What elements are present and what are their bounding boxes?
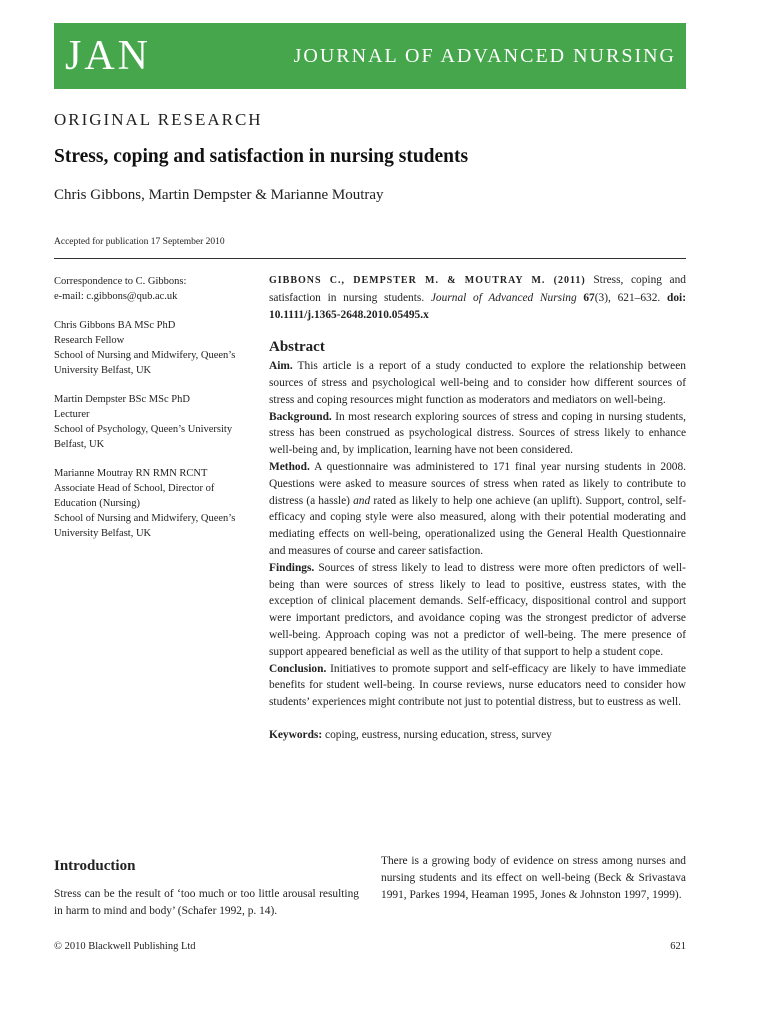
article-title: Stress, coping and satisfaction in nursing students xyxy=(54,146,469,167)
keywords xyxy=(269,727,686,744)
introduction-text-left: Stress can be the result of ‘too much or too little arousal resulting in harm to mind and body’ (Schafer 1992, p. 14). xyxy=(54,888,359,917)
introduction-text-right: There is a growing body of evidence on stress among nurses and nursing students and its effect on well-being (Beck & Srivastava 1991, Parkes 1994, Heaman 1995, Jones & Johnston 1997, 1999). xyxy=(381,855,686,901)
affiliation-line: Education (Nursing) xyxy=(54,498,141,509)
journal-name: JOURNAL OF ADVANCED NURSING xyxy=(293,45,676,67)
affiliation-line: Marianne Moutray RN RMN RCNT xyxy=(54,468,208,479)
citation-issue-pages: (3), 621–632. xyxy=(594,291,661,304)
author-affiliation-2 xyxy=(54,392,254,452)
method-label: Method. xyxy=(269,460,310,473)
affiliation-line: School of Nursing and Midwifery, Queen’s xyxy=(54,350,236,361)
author-affiliation-3 xyxy=(54,466,254,541)
findings-text: Sources of stress likely to lead to distress were more often predictors of well-being than were sources of stress likely to lead to positive, eustress states, with the exception of clinical placement demands. Self-efficacy, dispositional control and support were important predictors, and avoidance coping was the strongest predictor of adverse well-being. Approach coping was not a predictor of well-being. The mere presence of support appeared beneficial as well as the utility of that support to help a student cope. xyxy=(269,561,686,658)
header-divider xyxy=(54,258,686,259)
affiliation-line: Belfast, UK xyxy=(54,439,105,450)
affiliation-line: School of Nursing and Midwifery, Queen’s xyxy=(54,513,236,524)
affiliations-column xyxy=(54,274,254,555)
abstract-method xyxy=(269,459,686,560)
abstract-findings xyxy=(269,560,686,661)
method-text-b: rated as likely to help one achieve (an uplift). Support, control, self-efficacy and coping style were also measured, along with their potential moderating and mediating effects on well-being, operationalized using the General Health Questionnaire and measures of course and career satisfaction. xyxy=(269,494,686,557)
accepted-date: Accepted for publication 17 September 2010 xyxy=(54,237,225,247)
page-number: 621 xyxy=(670,941,686,952)
correspondence-line: Correspondence to C. Gibbons: xyxy=(54,276,187,287)
correspondence-email: e-mail: c.gibbons@qub.ac.uk xyxy=(54,291,178,302)
affiliation-line: Martin Dempster BSc MSc PhD xyxy=(54,394,190,405)
affiliation-line: School of Psychology, Queen’s University xyxy=(54,424,233,435)
citation-journal: Journal of Advanced Nursing xyxy=(430,291,577,304)
affiliation-line: Research Fellow xyxy=(54,335,125,346)
conclusion-label: Conclusion. xyxy=(269,662,327,675)
abstract-column xyxy=(269,272,686,744)
keywords-label: Keywords: xyxy=(269,728,323,741)
findings-label: Findings. xyxy=(269,561,315,574)
copyright: © 2010 Blackwell Publishing Ltd xyxy=(54,941,196,952)
citation xyxy=(269,272,686,323)
citation-title: Stress, coping and satisfaction in nursing students. xyxy=(269,274,686,304)
section-label: ORIGINAL RESEARCH xyxy=(54,110,263,129)
abstract-heading: Abstract xyxy=(269,339,325,356)
abstract-aim xyxy=(269,358,686,408)
method-text-a: A questionnaire was administered to 171 final year nursing students in 2008. Questions were asked to measure sources of stress when rated as likely to contribute to distress (a hassle) xyxy=(269,460,687,507)
abstract-background xyxy=(269,409,686,459)
abstract-conclusion xyxy=(269,661,686,711)
correspondence-block xyxy=(54,274,254,304)
article-authors: Chris Gibbons, Martin Dempster & Marianne Moutray xyxy=(54,187,384,203)
background-label: Background. xyxy=(269,410,332,423)
introduction-heading: Introduction xyxy=(54,858,136,874)
affiliation-line: University Belfast, UK xyxy=(54,365,152,376)
affiliation-line: Chris Gibbons BA MSc PhD xyxy=(54,320,176,331)
journal-banner xyxy=(54,23,686,89)
citation-volume: 67 xyxy=(583,291,595,304)
citation-authors: GIBBONS C., DEMPSTER M. & MOUTRAY M. (2011) xyxy=(269,275,586,286)
aim-label: Aim. xyxy=(269,360,293,373)
author-affiliation-1 xyxy=(54,318,254,378)
method-and: and xyxy=(353,494,371,507)
affiliation-line: Lecturer xyxy=(54,409,90,420)
conclusion-text: Initiatives to promote support and self-efficacy are likely to have immediate benefits for student well-being. In course reviews, nurse educators need to consider how students’ experiences might contribute not just to potential distress, but to eustress as well. xyxy=(269,662,686,709)
keywords-text: coping, eustress, nursing education, stress, survey xyxy=(325,728,552,741)
affiliation-line: University Belfast, UK xyxy=(54,528,152,539)
affiliation-line: Associate Head of School, Director of xyxy=(54,483,215,494)
journal-abbreviation: JAN xyxy=(65,33,152,79)
aim-text: This article is a report of a study conducted to explore the relationship between sources of stress and psychological well-being and to consider how different sources of stress and coping resources might function as moderators and mediators on well-being. xyxy=(269,360,686,406)
background-text: In most research exploring sources of stress and coping in nursing students, stress has been construed as psychological distress. Sources of stress likely to enhance well-being and, by implication, learning have not been considered. xyxy=(269,410,686,457)
citation-doi: doi: 10.1111/j.1365-2648.2010.05495.x xyxy=(269,291,686,321)
